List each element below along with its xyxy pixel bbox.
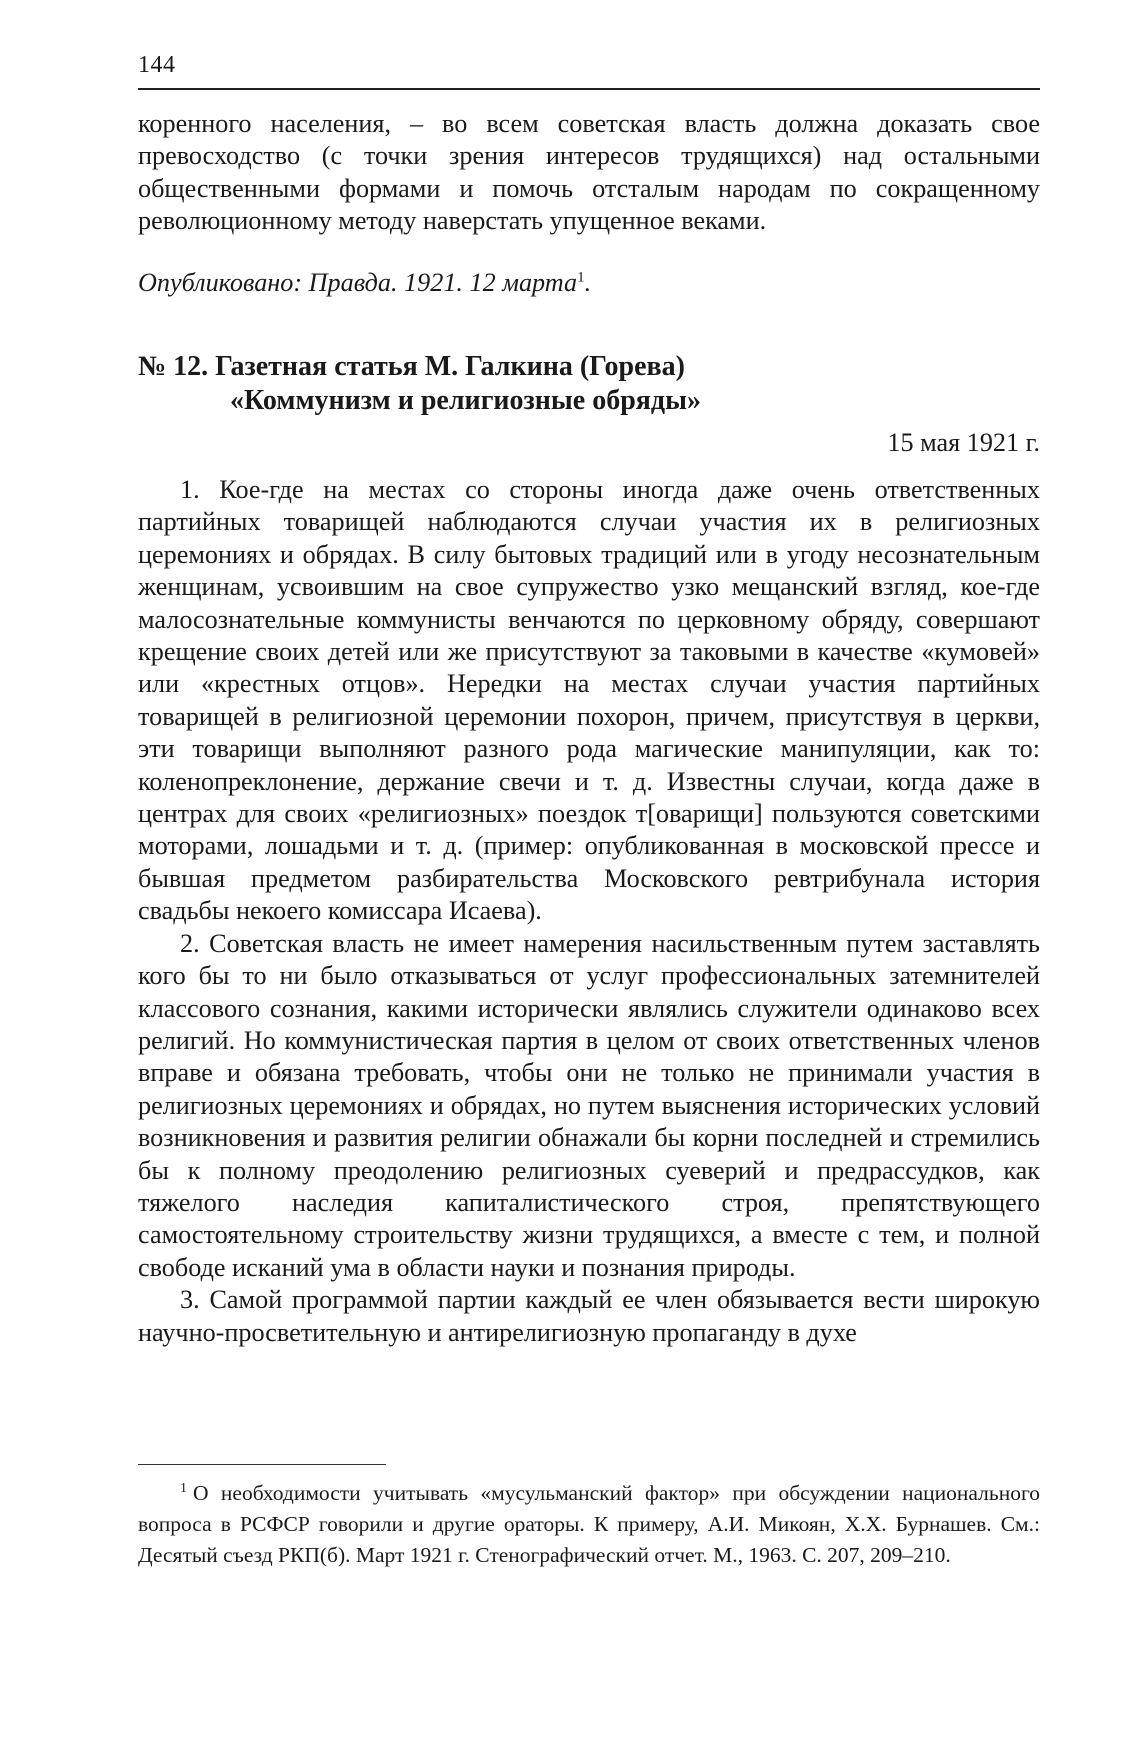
document-title-line2: «Коммунизм и религиозные обряды» — [230, 385, 701, 416]
document-date: 15 мая 1921 г. — [887, 428, 1040, 457]
publication-text: Опубликовано: Правда. 1921. 12 марта — [138, 268, 578, 297]
publication-note — [138, 268, 591, 298]
paragraph-1: 1. Кое-где на местах со стороны иногда даже очень ответственных партийных товарищей наблюдаются случаи участия их в религиозных церемониях и обрядах. В силу бытовых традиций или в угоду несознательным женщинам, усвоившим на свое супружество узко мещанский взгляд, кое-где малосознательные коммунисты венчаются по церковному обряду, совершают крещение своих детей или же присутствуют за таковыми в качестве «кумовей» или «крестных отцов». Нередки на местах случаи участия партийных товарищей в религиозной церемонии похорон, причем, присутствуя в церкви, эти товарищи выполняют разного рода магические манипуляции, как то: коленопреклонение, держание свечи и т. д. Известны случаи, когда даже в центрах для своих «религиозных» поездок т[оварищи] пользуются советскими моторами, лошадьми и т. д. (пример: опубликованная в московской прессе и бывшая предметом разбирательства Московского ревтрибунала история свадьбы некоего комиссара Исаева). — [138, 475, 1040, 926]
paragraph-2: 2. Советская власть не имеет намерения насильственным путем заставлять кого бы то ни было отказываться от услуг профессиональных затемнителей классового сознания, какими исторически являлись служители одинаково всех религий. Но коммунистическая партия в целом от своих ответственных членов вправе и обязана требовать, чтобы они не только не принимали участия в религиозных церемониях и обрядах, но путем выяснения исторических условий возникновения и развития религии обнажали бы корни последней и стремились бы к полному преодолению религиозных суеверий и предрассудков, как тяжелого наследия капиталистического строя, препятствующего самостоятельному строительству жизни трудящихся, а вместе с тем, и полной свободе исканий ума в области науки и познания природы. — [138, 928, 1040, 1282]
continuation-paragraph: коренного населения, – во всем советская власть должна доказать свое превосходство (с точки зрения интересов трудящихся) над остальными общественными формами и помочь отсталым народам по сокращенному революционному методу наверстать упущенное веками. — [138, 109, 1040, 236]
publication-trailing: . — [584, 268, 592, 297]
footnote-text: О необходимости учитывать «мусульманский фактор» при обсуждении национального вопроса в РСФСР говорили и другие ораторы. К примеру, А.И. Микоян, Х.Х. Бурнашев. См.: Десятый съезд РКП(б). Март 1921 г. Стенографический отчет. М., 1963. С. 207, 209–210. — [138, 1481, 1040, 1567]
header-rule — [138, 88, 1040, 90]
footnote-marker: 1 — [180, 1480, 187, 1496]
footnote-rule — [138, 1464, 386, 1465]
document-title-line1: № 12. Газетная статья М. Галкина (Горева) — [138, 351, 685, 382]
footnote — [138, 1478, 1040, 1571]
document-title — [138, 350, 1040, 418]
footnote-reference[interactable]: 1 — [577, 269, 585, 286]
paragraph-3: 3. Самой программой партии каждый ее член обязывается вести широкую научно-просветительную и антирелигиозную пропаганду в духе — [138, 1285, 1040, 1347]
page-number: 144 — [138, 52, 176, 78]
document-body — [138, 474, 1040, 1349]
